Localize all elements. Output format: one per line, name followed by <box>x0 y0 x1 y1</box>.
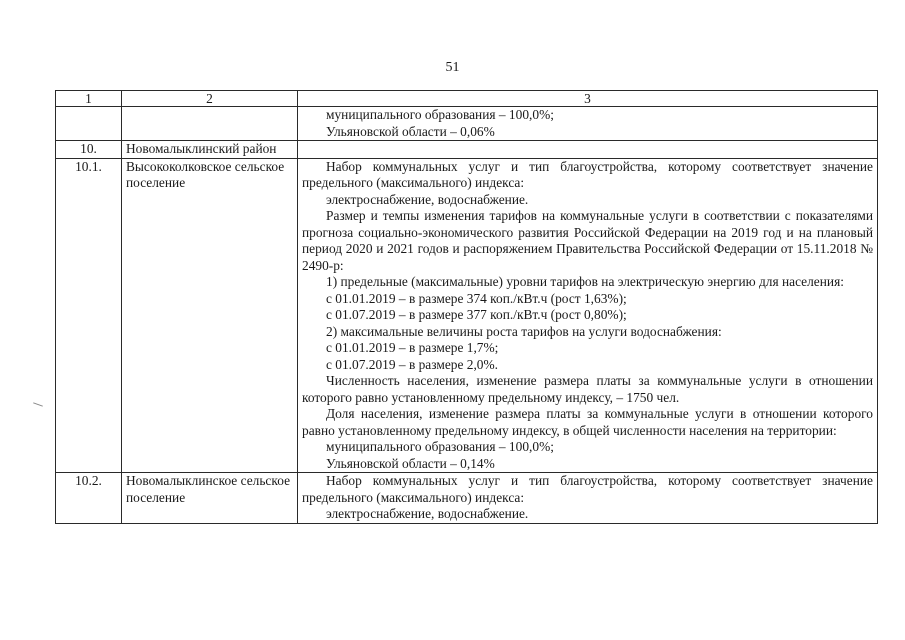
row-text <box>298 473 878 524</box>
text-line: Ульяновской области – 0,14% <box>326 455 495 471</box>
header-cell-3: 3 <box>298 91 878 107</box>
table-row <box>56 107 878 141</box>
text-line: с 01.07.2019 – в размере 2,0%. <box>326 356 498 372</box>
text-line: электроснабжение, водоснабжение. <box>326 506 529 521</box>
row-text <box>298 107 878 141</box>
header-cell-1: 1 <box>56 91 122 107</box>
text-paragraph: Набор коммунальных услуг и тип благоустройства, которому соответствует значение предельного (максимального) индекса: <box>302 473 873 505</box>
text-line: муниципального образования – 100,0%; <box>326 107 554 122</box>
row-name <box>122 107 298 141</box>
row-text <box>298 141 878 159</box>
row-number: 10.2. <box>56 473 122 524</box>
text-line: Ульяновской области – 0,06% <box>326 123 495 139</box>
table-row <box>56 141 878 159</box>
row-text <box>298 158 878 473</box>
row-name: Высококолковское сельское поселение <box>122 158 298 473</box>
row-number <box>56 107 122 141</box>
text-paragraph: Доля населения, изменение размера платы за коммунальные услуги в отношении которого равно установленному предельному индексу, в общей численности населения на территории: <box>302 406 873 438</box>
table-row <box>56 158 878 473</box>
text-paragraph: Набор коммунальных услуг и тип благоустройства, которому соответствует значение предельного (максимального) индекса: <box>302 158 873 190</box>
header-cell-2: 2 <box>122 91 298 107</box>
text-line: с 01.01.2019 – в размере 374 коп./кВт.ч (рост 1,63%); <box>326 290 627 306</box>
text-line: 2) максимальные величины роста тарифов на услуги водоснабжения: <box>326 323 722 339</box>
scan-mark <box>33 402 43 406</box>
text-paragraph: Размер и темпы изменения тарифов на коммунальные услуги в соответствии с показателями прогноза социально-экономического развития Российской Федерации на 2019 год и на плановый период 2020 и 2021 годов и распоряжением Правительства Российской Федерации от 15.11.2018 № 2490-р: <box>302 208 873 273</box>
table-header-row <box>56 91 878 107</box>
text-line: с 01.07.2019 – в размере 377 коп./кВт.ч (рост 0,80%); <box>326 307 627 322</box>
text-line: муниципального образования – 100,0%; <box>326 439 554 454</box>
row-number: 10. <box>56 141 122 159</box>
row-name: Новомалыклинское сельское поселение <box>122 473 298 524</box>
row-number: 10.1. <box>56 158 122 473</box>
text-line: электроснабжение, водоснабжение. <box>326 191 529 207</box>
table-row <box>56 473 878 524</box>
text-line: с 01.01.2019 – в размере 1,7%; <box>326 340 499 355</box>
text-paragraph: Численность населения, изменение размера платы за коммунальные услуги в отношении которого равно установленному предельному индексу, – 1750 чел. <box>302 373 873 405</box>
text-paragraph: 1) предельные (максимальные) уровни тарифов на электрическую энергию для населения: <box>326 274 844 289</box>
page-number: 51 <box>445 60 460 75</box>
row-name: Новомалыклинский район <box>122 141 298 159</box>
tariff-table <box>55 90 878 524</box>
